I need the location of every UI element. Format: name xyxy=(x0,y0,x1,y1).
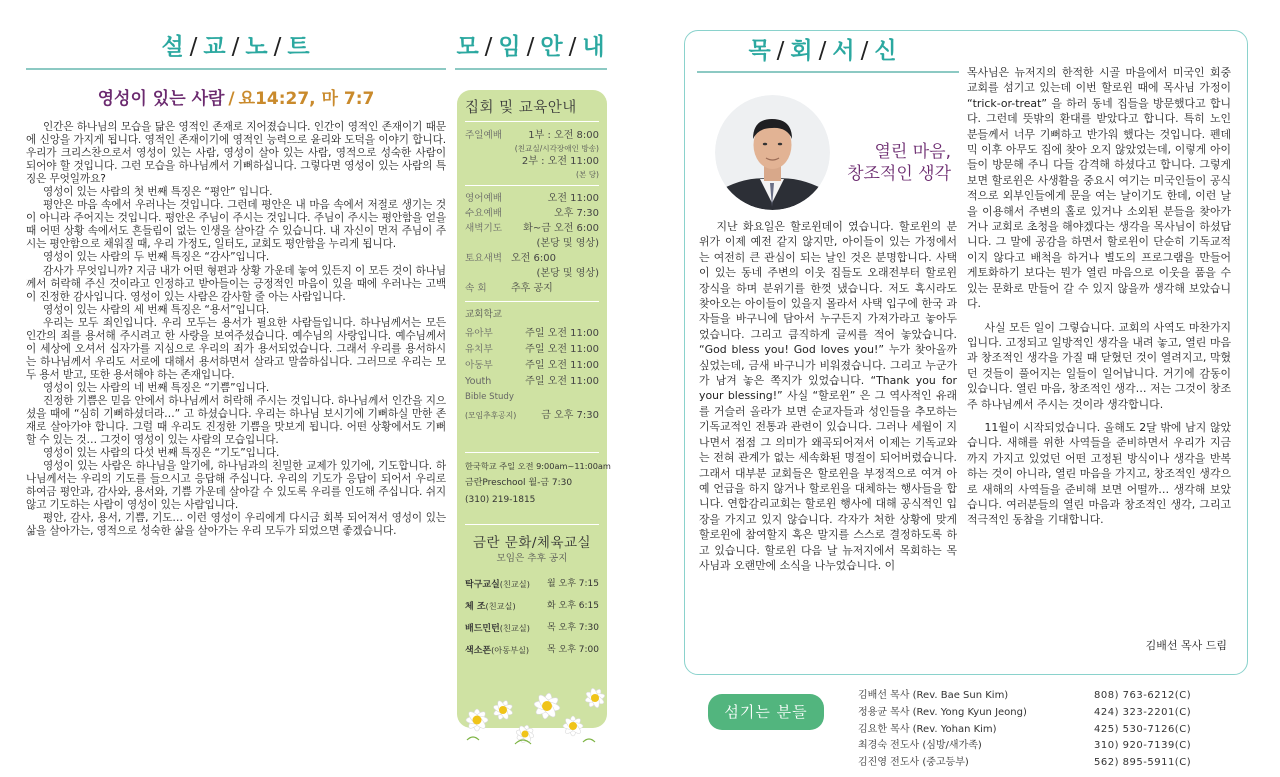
letter-paragraph: 사실 모든 일이 그렇습니다. 교회의 사역도 마찬가지 입니다. 고정되고 일방적인 생각을 내려 놓고, 열린 마음과 창조적인 생각을 가질 때 닫혔던 것이 열려지고, 막혔던 것들이 풀어지는 일들이 일어납니다. 거기에 감동이 있습니다. 열린 마음, 창조적인 생각… 저는 그것이 창조주 하나님께서 주시는 것이라 생각합니다. xyxy=(967,320,1231,411)
sermon-paragraph: 영성이 있는 사람의 다섯 번째 특징은 “기도”입니다. xyxy=(42,447,280,460)
preschool-phone: (310) 219-1815 xyxy=(465,495,536,505)
letter-paragraph: 목사님은 뉴저지의 한적한 시골 마을에서 미국인 회중 교회를 섬기고 있는데 이번 할로윈 때에 목사님 가정이 “trick-or-treat” 을 하러 동네 집들을 방문했다고 합니다. 그런데 뜻밖의 환대를 받았다고 합니다. 특히 노인 분들께서 너무 기뻐하고 반가워 했다는 것입니다. 펜데믹 이후 아무도 집에 찾아 오지 않았었는데, 이렇게 아이들이 방문해 주니 다들 감격해 하셨다고 합니다. 그렇게 보면 할로윈은 사생활을 중요시 여기는 미국인들이 공식적으로 외부인들에게 문을 여는 날이기도 한데, 이런 날을 이용해서 주변의 홀로 있거나 소외된 분들을 찾아가거나 교회로 초청을 해야겠다는 생각을 목사님이 하셨답니다. 그 말에 공감을 하면서 할로윈이 단순히 기독교적이지 않다고 배척을 하거나 별도의 프로그램을 만들어 게토화하기 보다는 뭔가 열린 마음으로 이웃을 품을 수 있는 문화로 만들어 갈 수 있지 않을까 생각해 보았습니다. xyxy=(967,66,1231,311)
schedule-card: 집회 및 교육안내 주일예배 1부 : 오전 8:00 (친교실/시각장애인 방송) 2부 : 오전 11:00 (본 당) 영어예배 오전 11:00 수요예배 오후 7:30 새벽기도 화~금 오전 6:00 (본당 및 영상) 토요새벽 오전 6:00 (본당 및 영상) 속 회 추후 공지 교회학교 유아부 주일 오전 11:00 유치부 주일 오전 11:00 아동부 주일 오전 11:00 Youth 주일 오전 11:00 Bible Study (모임추후공지) 금 오후 7:30 한국학교 주일 오전 9:00am~11:00am 금란Preschool 월-금 7:30 (310) 219-1815 금란 문화/체육교실 모임은 추후 공지 탁구교실(친교실) 월 오후 7:15 체 조(친교실) 화 오후 6:15 배드민턴(친교실) 목 오후 7:30 색소폰(아동부실) 목 오후 7:00 xyxy=(457,90,607,728)
culture-row: 배드민턴(친교실) 목 오후 7:30 xyxy=(465,623,599,634)
letter-text-right xyxy=(967,65,1231,528)
culture-row: 탁구교실(친교실) 월 오후 7:15 xyxy=(465,579,599,590)
sermon-note xyxy=(26,30,446,539)
culture-row: 색소폰(아동부실) 목 오후 7:00 xyxy=(465,645,599,656)
daisy-decoration xyxy=(455,680,615,750)
bible-study-row: (모임추후공지) 금 오후 7:30 xyxy=(465,410,599,421)
sermon-paragraph: 우리는 모두 죄인입니다. 우리 모두는 용서가 필요한 사람들입니다. 하나님께서는 모든 인간의 죄를 용서해 주시려고 한 사랑을 보여주셨습니다. 예수님의 사랑입니다. 예수님께서 이 세상에 오셔서 십자가를 지심으로 우리의 죄가 용서되었습니다. 그래서 우리를 용서하시는 하나님께서 우리도 서로에 대해서 용서하면서 살라고 말씀하십니다. 그러므로 우리는 모두 용서 받고, 또한 용서해야 하는 존재입니다. xyxy=(26,316,446,381)
dawn-prayer-row: 새벽기도 화~금 오전 6:00 xyxy=(465,223,599,234)
pastor-portrait xyxy=(715,95,830,210)
letter-section-title: 목 / 회 / 서 / 신 xyxy=(748,38,898,64)
sunday-2-note: (본 당) xyxy=(575,170,599,179)
letter-quote: 열린 마음, 창조적인 생각 xyxy=(847,142,951,184)
english-service-row: 영어예배 오전 11:00 xyxy=(465,193,599,204)
sermon-section-title: 설 / 교 / 노 / 트 xyxy=(161,34,311,60)
sermon-paragraph: 진정한 기쁨은 믿음 안에서 하나님께서 허락해 주시는 것입니다. 하나님께서 인간을 지으셨을 때에 “심히 기뻐하셨더라…” 고 하셨습니다. 우리는 하나님 보시기에 기뻐하실 만한 존재로 살아가야 합니다. 그럴 때 우리도 진정한 기쁨을 맛보게 됩니다. 어떤 상황에서도 기뻐할 수 있는 것… 그것이 영성이 있는 사람의 모습입니다. xyxy=(26,394,446,447)
letter-paragraph: 11월이 시작되었습니다. 올해도 2달 밖에 남지 않았습니다. 새해를 위한 사역들을 준비하면서 우리가 지금까지 가지고 있었던 어떤 고정된 방식이나 생각을 반복하는 것이 아니라, 열린 마음을 가지고, 창조적인 생각으로 새해의 사역들을 준비해 보면 어떨까… 생각해 보았습니다. 여러분들의 열린 마음과 창조적인 생각, 그리고 적극적인 동참을 기대합니다. xyxy=(967,420,1231,527)
sermon-paragraph: 인간은 하나님의 모습을 닮은 영적인 존재로 지어졌습니다. 인간이 영적인 존재이기 때문에 신앙을 가지게 됩니다. 영적인 존재이기에 영적인 능력으로 윤리와 도덕을 이야기 합니다. 우리가 크리스찬으로서 영성이 있는 사람, 영성이 살아 있는 사람, 영적으로 성숙한 사람이 되어야 할 것입니다. 그런 모습을 하나님께서 기뻐하십니다. 그렇다면 영성이 있는 사람의 특징은 무엇일까요? xyxy=(26,121,446,186)
school-row: Youth 주일 오전 11:00 xyxy=(465,376,599,387)
saturday-dawn-row: 토요새벽 오전 6:00 xyxy=(465,253,556,264)
church-school-title: 교회학교 xyxy=(465,309,503,320)
meeting-guide xyxy=(455,30,611,656)
preschool: 금란Preschool 월-금 7:30 xyxy=(465,478,573,488)
sermon-paragraph: 영성이 있는 사람의 두 번째 특징은 “감사”입니다. xyxy=(42,251,270,264)
letter-paragraph: 지난 화요일은 할로윈데이 였습니다. 할로윈의 분위가 이제 예전 같지 않지만, 아이들이 있는 가정에서는 여전히 큰 관심이 되는 날인 것은 분명합니다. 사택이 있는 동네 주변의 이웃 집들도 오래전부터 할로윈 장식을 하며 분위기를 한껏 냈습니다. 저도 혹시라도 찾아오는 아이들이 있을지 몰라서 사택 입구에 한국 과자들을 바구니에 담아서 누구든지 가져가라고 놓아두었습니다. 그리고 큼직하게 글씨를 적어 놓았습니다. “God bless you! God loves you!” 누가 찾아올까 싶었는데, 금새 바구니가 비워졌습니다. 그리고 누군가가 남겨 놓은 쪽지가 있었습니다. “Thank you for your blessing!” 사실 “할로윈” 은 그 역사적인 유래를 거슬러 올라가 보면 순교자들과 성인들을 추모하는 기독교적인 전통과 관련이 있습니다. 그러나 세월이 지나면서 점점 그 의미가 왜곡되어져서 이제는 기독교와는 전혀 관계가 없는 세속화된 명절이 되어버렸습니다. 그래서 대부분 교회들은 할로윈을 부정적으로 여겨 아예 언급을 하지 않거나 할로윈을 대체하는 행사들을 합니다. 연합감리교회는 할로윈 행사에 대해 공식적인 입장을 가지고 있지 않습니다. 각자가 처한 상황에 맞게 할로윈에 참여할지 혹은 말지를 스스로 결정하도록 하고 있습니다. 할로윈 다음 날 뉴저지에서 목회하는 목사님과 오랜만에 소식을 나누었습니다. 이 xyxy=(699,220,957,572)
ministers-label: 섬기는 분들 xyxy=(708,694,824,730)
sermon-paragraph: 영성이 있는 사람의 첫 번째 특징은 “평안” 입니다. xyxy=(42,186,273,199)
sermon-paragraph: 평안, 감사, 용서, 기쁨, 기도… 이런 영성이 우리에게 다시금 회복 되어져서 영성이 있는 삶을 살아가는, 영적으로 성숙한 삶을 살아가는 우리 모두가 되었으면 좋겠습니다. xyxy=(26,512,446,538)
letter-signature: 김배선 목사 드림 xyxy=(1145,639,1227,652)
sermon-heading: 영성이 있는 사람 / 요14:27, 마 7:7 xyxy=(97,89,375,109)
sermon-paragraph: 감사가 무엇입니까? 지금 내가 어떤 형편과 상황 가운데 놓여 있든지 이 모든 것이 하나님께서 허락해 주신 것이라고 인정하고 받아들이는 긍정적인 마음이 있을 때에 우러나는 고백이 진정한 감사입니다. 영성이 있는 사람은 감사할 줄 아는 사람입니다. xyxy=(26,264,446,303)
schedule-header: 집회 및 교육안내 xyxy=(465,96,599,122)
school-row: 아동부 주일 오전 11:00 xyxy=(465,360,599,371)
sermon-title-rule xyxy=(26,68,446,70)
guide-title-rule xyxy=(455,68,607,70)
sunday-1-note: (친교실/시각장애인 방송) xyxy=(514,144,599,153)
pastor-letter xyxy=(684,30,1248,675)
guide-section-title: 모 / 임 / 안 / 내 xyxy=(456,34,606,60)
culture-title: 금란 문화/체육교실 xyxy=(472,535,592,551)
cell-group-row: 속 회 추후 공지 xyxy=(465,283,553,294)
bible-study-label: Bible Study xyxy=(465,392,514,402)
wednesday-service-row: 수요예배 오후 7:30 xyxy=(465,208,599,219)
ministers-list xyxy=(858,688,1238,772)
school-row: 유치부 주일 오전 11:00 xyxy=(465,344,599,355)
sermon-paragraph: 영성이 있는 사람의 네 번째 특징은 “기쁨”입니다. xyxy=(42,381,270,394)
sermon-title: 영성이 있는 사람 xyxy=(97,89,225,109)
culture-row: 체 조(친교실) 화 오후 6:15 xyxy=(465,601,599,612)
korean-school: 한국학교 주일 오전 9:00am~11:00am xyxy=(465,461,611,471)
letter-title-rule xyxy=(697,71,959,73)
sunday-service-row: 주일예배 1부 : 오전 8:00 xyxy=(465,130,599,141)
minister-row: 정용균 목사 (Rev. Yong Kyun Jeong) 424) 323-2201(C) xyxy=(858,706,1192,718)
sermon-body xyxy=(26,121,446,539)
sermon-scripture-ref: 요14:27, 마 7:7 xyxy=(238,89,375,109)
minister-row: 김배선 목사 (Rev. Bae Sun Kim) 808) 763-6212(C) xyxy=(858,690,1192,701)
minister-row: 김요한 목사 (Rev. Yohan Kim) 425) 530-7126(C) xyxy=(858,723,1192,735)
sermon-paragraph: 영성이 있는 사람의 세 번째 특징은 “용서”입니다. xyxy=(42,303,270,316)
minister-row: 최경숙 전도사 (심방/새가족) 310) 920-7139(C) xyxy=(858,740,1192,752)
school-row: 유아부 주일 오전 11:00 xyxy=(465,328,599,339)
letter-text-left xyxy=(699,219,957,573)
minister-row: 김진영 전도사 (중고등부) 562) 895-5911(C) xyxy=(858,757,1192,769)
sermon-paragraph: 평안은 마음 속에서 우러나는 것입니다. 그런데 평안은 내 마음 속에서 저절로 생기는 것이 아니라 주어지는 것입니다. 평안은 주님이 주시는 것입니다. 주님이 주시는 평안함을 얻을 때 어떤 상황 속에서도 흔들림이 없는 인생을 살아갈 수 있습니다. 내 자신이 먼저 주님이 주시는 평안함으로 채워질 때, 우리 가정도, 일터도, 교회도 평안함을 누리게 됩니다. xyxy=(26,199,446,251)
sermon-paragraph: 영성이 있는 사람은 하나님을 알기에, 하나님과의 친밀한 교제가 있기에, 기도합니다. 하나님께서는 우리의 기도를 들으시고 응답해 주십니다. 우리의 기도가 응답이 되어서 우리로 하여금 평안과, 감사와, 용서와, 기쁨 가운데 살아갈 수 있도록 우리를 인도해 주십니다. 쉬지 않고 기도하는 사람이 영성이 있는 사람입니다. xyxy=(26,460,446,512)
culture-note: 모임은 추후 공지 xyxy=(496,553,568,564)
sunday-service-2-row: 2부 : 오전 11:00 xyxy=(521,156,599,167)
